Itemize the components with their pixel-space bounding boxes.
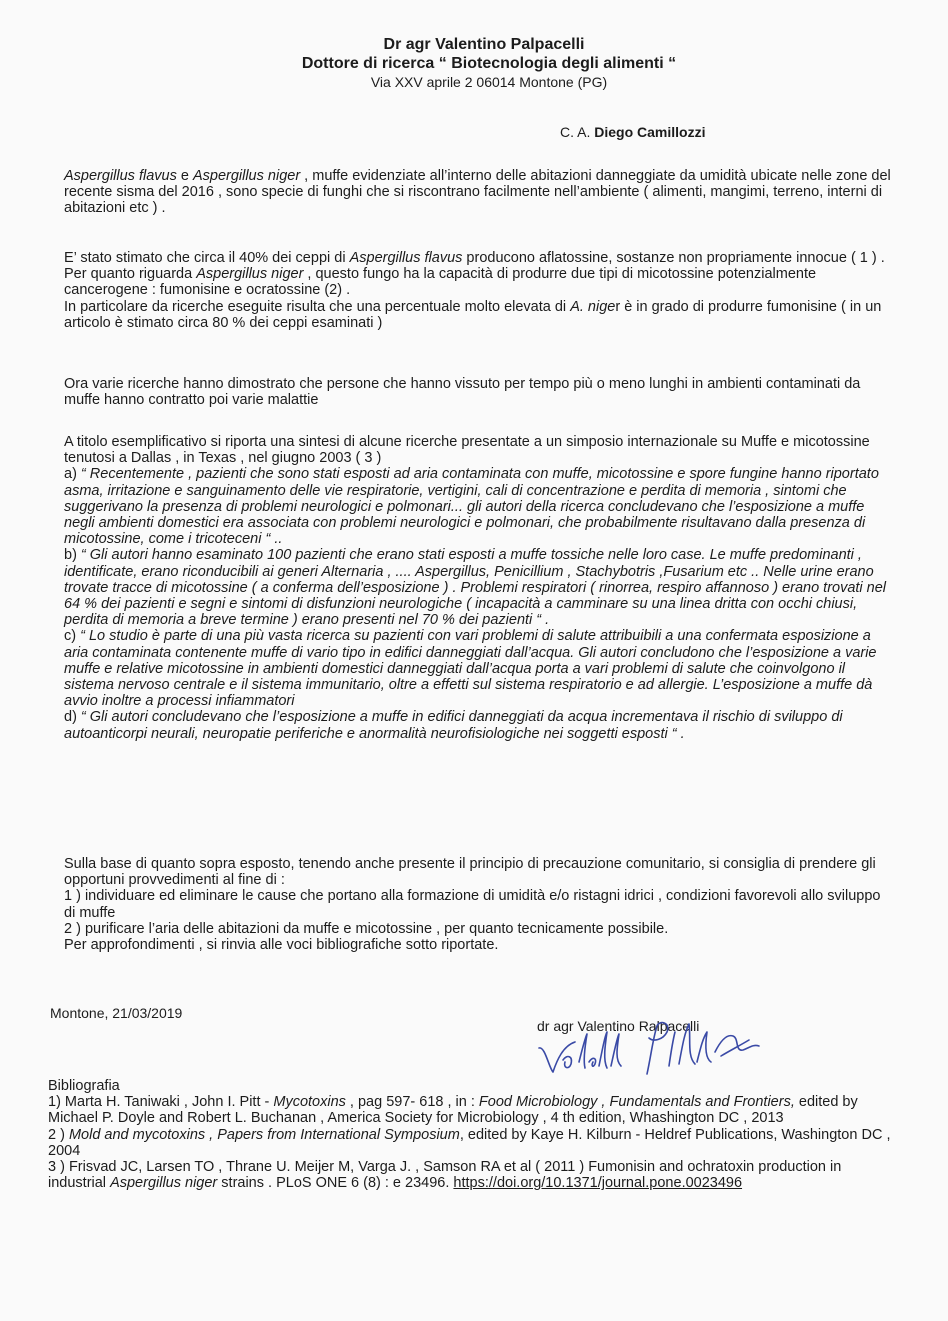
paragraph-mycotoxins [64,250,894,331]
text-fragment: 3 ) Frisvad JC, Larsen TO , Thrane U. Meijer M, Varga J. , Samson RA et al ( 2011 ) Fumonisin and ochratoxin production in industrial [48,1159,842,1192]
paragraph-recommendations [64,856,894,953]
item-b [64,547,894,628]
item-label: a) [64,466,81,483]
reference-2 [48,1127,898,1159]
item-text: “ Gli autori hanno esaminato 100 pazienti che erano stati esposti a muffe tossiche nelle loro case. Le muffe predominanti , identificate, erano riconducibili ai generi Alternaria , .... Aspergillus, Penicillium , Stachybotris ,Fusarium etc .. Nelle urine erano trovate tracce di micotossine ( a conferma dell’esposizione ) . Problemi respiratori ( rinorrea, respiro affannoso ) erano trovati nel 64 % dei pazienti e segni e sintomi di disfunzioni neurologiche ( incapacità a camminare su una linea dritta con occhi chiusi, perdita di memoria a breve termine ) erano presenti nel 70 % dei pazienti “ . [64,547,887,629]
text-fragment: producono aflatossine, sostanze non propriamente innocue ( 1 ) . [462,250,885,266]
item-c [64,628,894,709]
reference-1 [48,1094,898,1126]
paragraph-intro [64,168,894,217]
research-text: Ora varie ricerche hanno dimostrato che persone che hanno vissuto per tempo più o meno lunghi in ambienti contaminati da muffe hanno contratto poi varie malattie [64,376,861,409]
text-fragment: edited by Michael P. Doyle and Robert L. Buchanan , America Society for Microbiology , 4 th edition, Whashington DC , 2013 [48,1094,858,1127]
text-italic: Mold and mycotoxins , Papers from International Symposium [68,1126,460,1143]
item-label: d) [64,709,81,726]
item-label: b) [64,547,81,564]
intro-text: , muffe evidenziate all’interno delle abitazioni danneggiate da umidità ubicate nelle zone del recente sisma del 2016 , sono specie di funghi che si riscontrano facilmente nell’ambiente ( alimenti, mangimi, terreno, interni di abitazioni etc ) . [64,168,891,217]
recipient [560,124,705,140]
text-fragment: , questo fungo ha la capacità di produrre due tipi di micotossine potenzialmente cancerogene : fumonisine e ocratossine (2) . [64,266,817,299]
text-fragment: , edited by Kaye H. Kilburn - Heldref Publications, Washington DC , 2004 [48,1126,891,1159]
recommend-intro: Sulla base di quanto sopra esposto, tenendo anche presente il principio di precauzione comunitario, si consiglia di prendere gli opportuni provvedimenti al fine di : [64,856,876,889]
species-name: A. nige [570,298,616,315]
aflatoxin-line [64,250,894,266]
item-text: “ Lo studio è parte di una più vasta ricerca su pazienti con vari problemi di salute attribuibili a una confermata esposizione a aria contaminata contenente muffe di vario tipo in edifici danneggiati dall’acqua. Gli autori concludono che l’esposizione a varie muffe e relative micotossine in ambienti domestici danneggiati dall’acqua porta a vari problemi di salute che coinvolgono il sistema nervoso centrale e il sistema immunitario, oltre a effetti sul sistema respiratorio e ad allergie. L’esposizione a muffe dà avvio inoltre a processi infiammatori [64,628,877,710]
species-flavus: Aspergillus flavus [64,168,177,184]
recommend-item-2: 2 ) purificare l’aria delle abitazioni da muffe e micotossine , per quanto tecnicamente possibile. [64,920,669,937]
paragraph-symposium [64,434,894,742]
bibliography-title: Bibliografia [48,1078,120,1094]
text-fragment: 2 ) [48,1126,69,1143]
text-fragment: 1) Marta H. Taniwaki , John I. Pitt - [48,1094,274,1111]
niger-line [64,266,894,298]
signature-name: dr agr Valentino Ralpacelli [537,1018,700,1034]
species-name: Aspergillus flavus [349,250,463,266]
item-d [64,709,894,741]
text-fragment: In particolare da ricerche eseguite risulta che una percentuale molto elevata di [64,298,571,315]
text-fragment: r è in grado di produrre fumonisine ( in un articolo è stimato circa 80 % dei ceppi esaminati ) [64,298,882,331]
recipient-prefix: C. A. [560,124,595,140]
doi-link[interactable]: https://doi.org/10.1371/journal.pone.0023496 [453,1175,743,1192]
text-italic: Aspergillus niger [110,1175,218,1192]
text-fragment: e [176,168,193,184]
item-text: “ Recentemente , pazienti che sono stati esposti ad aria contaminata con muffe, micotossine e spore fungine hanno riportato asma, irritazione e sanguinamento delle vie respiratorie, vertigini, cali di concentrazione e perdita di memoria , sintomi che suggerivano la presenza di problemi neurologici e polmonari... gli autori della ricerca concludevano che l’esposizione a muffe negli ambienti domestici era associata con problemi neurologici e polmonari, che probabilmente risultavano dalla presenza di micotossine, come i tricoteceni “ .. [64,466,879,548]
bibliography [48,1078,898,1191]
item-label: c) [64,628,81,645]
recommend-closing: Per approfondimenti , si rinvia alle voci bibliografiche sotto riportate. [64,937,499,954]
author-title: Dottore di ricerca “ Biotecnologia degli alimenti “ [301,55,677,72]
author-address: Via XXV aprile 2 06014 Montone (PG) [370,74,608,90]
text-italic: Mycotoxins [273,1094,346,1111]
item-a [64,466,894,547]
author-name: Dr agr Valentino Palpacelli [383,36,585,53]
text-fragment: E’ stato stimato che circa il 40% dei ceppi di [64,250,350,266]
paragraph-research [64,376,894,408]
date-place: Montone, 21/03/2019 [50,1005,183,1021]
letterhead [0,36,948,91]
symposium-intro: A titolo esemplificativo si riporta una sintesi di alcune ricerche presentate a un simposio internazionale su Muffe e micotossine tenutosi a Dallas , in Texas , nel giugno 2003 ( 3 ) [64,434,870,467]
text-fragment: , pag 597- 618 , in : [345,1094,479,1111]
species-name: Aspergillus niger [196,266,304,283]
recommend-item-1: 1 ) individuare ed eliminare le cause che portano alla formazione di umidità e/o ristagni idrici , condizioni favorevoli allo sviluppo di muffe [64,888,881,921]
species-niger: Aspergillus niger [192,168,301,184]
recipient-name: Diego Camillozzi [594,124,706,140]
text-fragment: strains . PLoS ONE 6 (8) : e 23496. [217,1175,454,1192]
item-text: “ Gli autori concludevano che l’esposizione a muffe in edifici danneggiati da acqua incrementava il rischio di sviluppo di autoanticorpi neurali, neuropatie periferiche e anormalità neurofisiologiche nei soggetti esposti “ . [64,709,843,742]
fumonisin-line [64,299,894,331]
reference-3 [48,1159,898,1191]
text-fragment: Per quanto riguarda [64,266,197,283]
text-italic: Food Microbiology , Fundamentals and Frontiers, [478,1094,795,1111]
